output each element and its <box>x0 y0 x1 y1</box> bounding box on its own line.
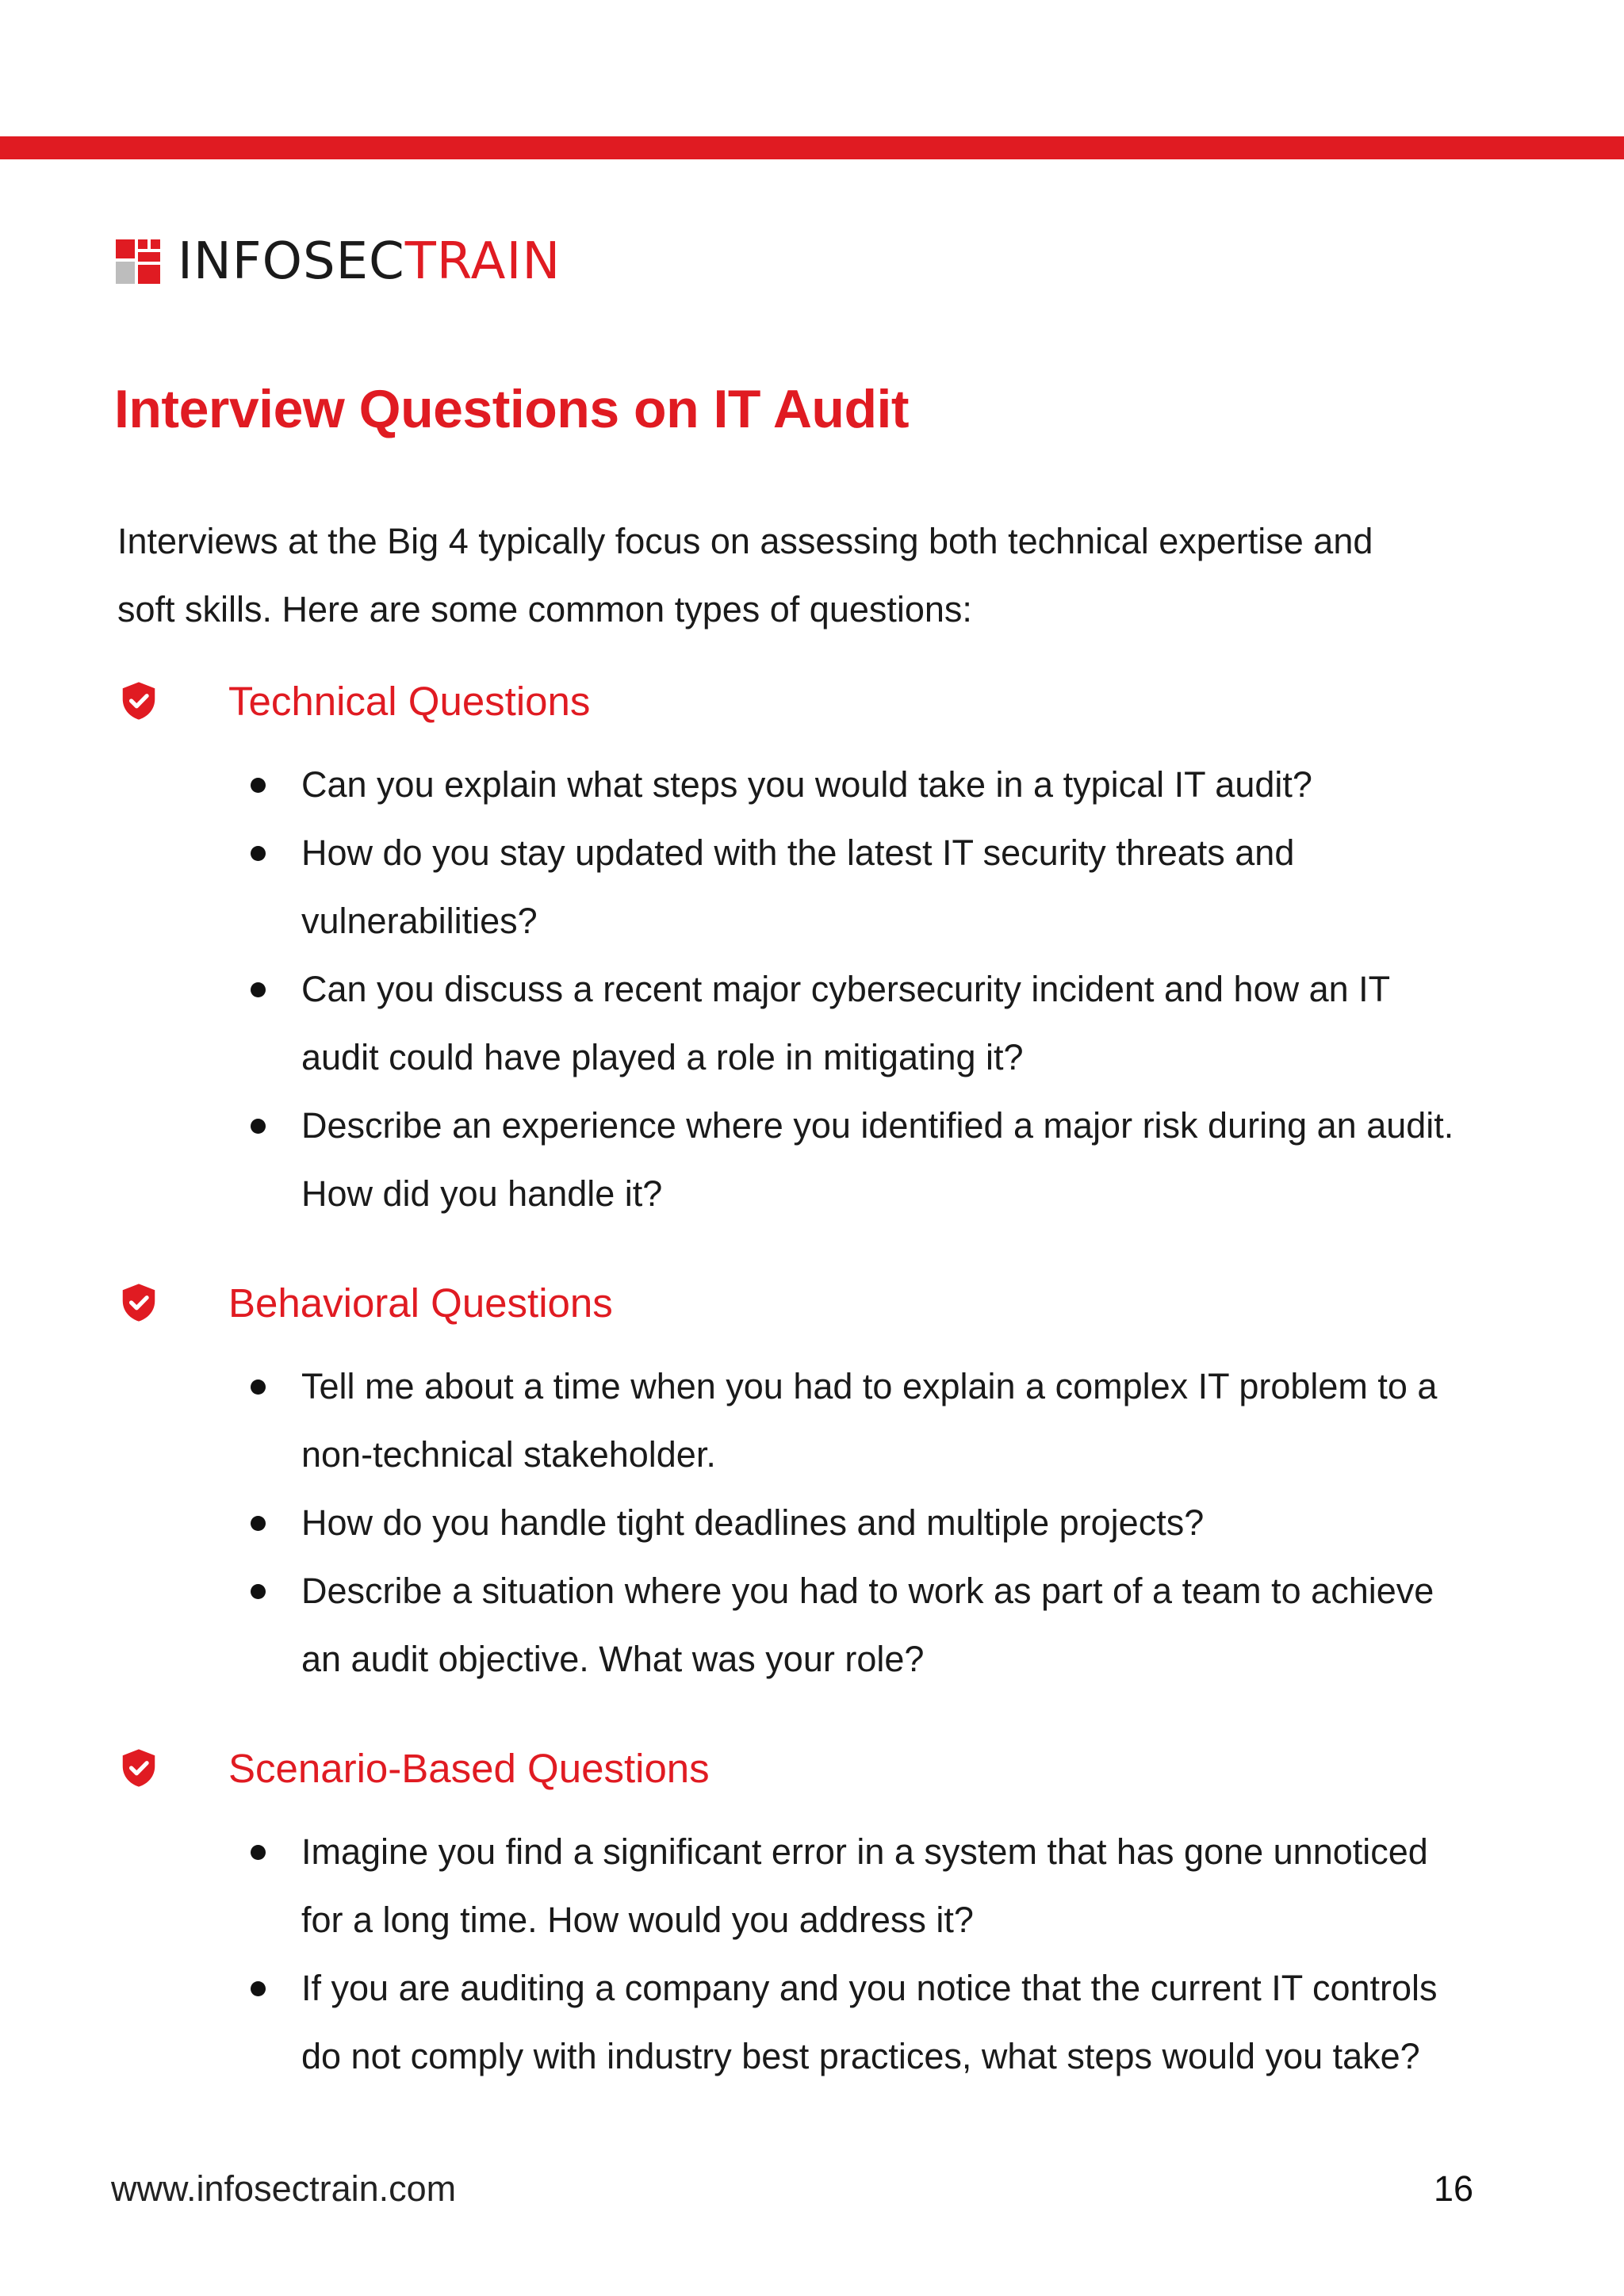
bullet-icon <box>251 982 266 997</box>
list-item <box>0 955 1624 1092</box>
question-text: Describe an experience where you identified a major risk during an audit. How did you handle it? <box>301 1105 1454 1214</box>
question-text: Can you explain what steps you would take in a typical IT audit? <box>301 764 1312 805</box>
shield-check-icon <box>117 679 160 722</box>
section-title: Behavioral Questions <box>228 1280 613 1326</box>
question-text: How do you stay updated with the latest IT security threats and vulnerabilities? <box>301 832 1295 941</box>
bullet-icon <box>251 1516 266 1531</box>
question-text: How do you handle tight deadlines and multiple projects? <box>301 1502 1205 1543</box>
brand-name-part1: INFOSEC <box>178 232 405 291</box>
brand-logo <box>116 232 561 291</box>
brand-name-part2: TRAIN <box>404 232 561 291</box>
list-item <box>0 819 1624 955</box>
bullet-icon <box>251 1380 266 1395</box>
list-item <box>0 1557 1624 1693</box>
brand-name <box>178 232 561 291</box>
section-behavioral-header <box>117 1274 613 1331</box>
bullet-icon <box>251 1981 266 1996</box>
question-text: Describe a situation where you had to work as part of a team to achieve an audit objective. What was your role? <box>301 1571 1434 1679</box>
behavioral-question-list <box>0 1353 1624 1693</box>
shield-check-icon <box>117 1747 160 1789</box>
section-technical-header <box>117 672 590 729</box>
bullet-icon <box>251 778 266 793</box>
list-item <box>0 751 1624 819</box>
page-title: Interview Questions on IT Audit <box>114 379 910 439</box>
bullet-icon <box>251 1119 266 1134</box>
intro-paragraph: Interviews at the Big 4 typically focus on assessing both technical expertise and soft skills. Here are some common types of questions: <box>117 521 1373 629</box>
logo-mark-icon <box>116 239 160 284</box>
question-text: If you are auditing a company and you notice that the current IT controls do not comply with industry best practices, what steps would you take? <box>301 1968 1438 2076</box>
list-item <box>0 1818 1624 1954</box>
question-text: Imagine you find a significant error in a system that has gone unnoticed for a long time. How would you address it? <box>301 1831 1428 1940</box>
bullet-icon <box>251 1584 266 1599</box>
section-title: Technical Questions <box>228 678 591 724</box>
top-accent-bar <box>0 136 1624 159</box>
technical-question-list <box>0 751 1624 1228</box>
page-number: 16 <box>1434 2168 1474 2209</box>
question-text: Tell me about a time when you had to explain a complex IT problem to a non-technical stakeholder. <box>301 1366 1438 1475</box>
section-scenario-header <box>117 1739 710 1797</box>
scenario-question-list <box>0 1818 1624 2091</box>
shield-check-icon <box>117 1281 160 1324</box>
bullet-icon <box>251 1845 266 1860</box>
footer-website: www.infosectrain.com <box>111 2168 457 2209</box>
question-text: Can you discuss a recent major cybersecurity incident and how an IT audit could have played a role in mitigating it? <box>301 969 1390 1077</box>
list-item <box>0 1092 1624 1228</box>
list-item <box>0 1489 1624 1557</box>
bullet-icon <box>251 846 266 861</box>
list-item <box>0 1954 1624 2091</box>
list-item <box>0 1353 1624 1489</box>
section-title: Scenario-Based Questions <box>228 1745 710 1791</box>
